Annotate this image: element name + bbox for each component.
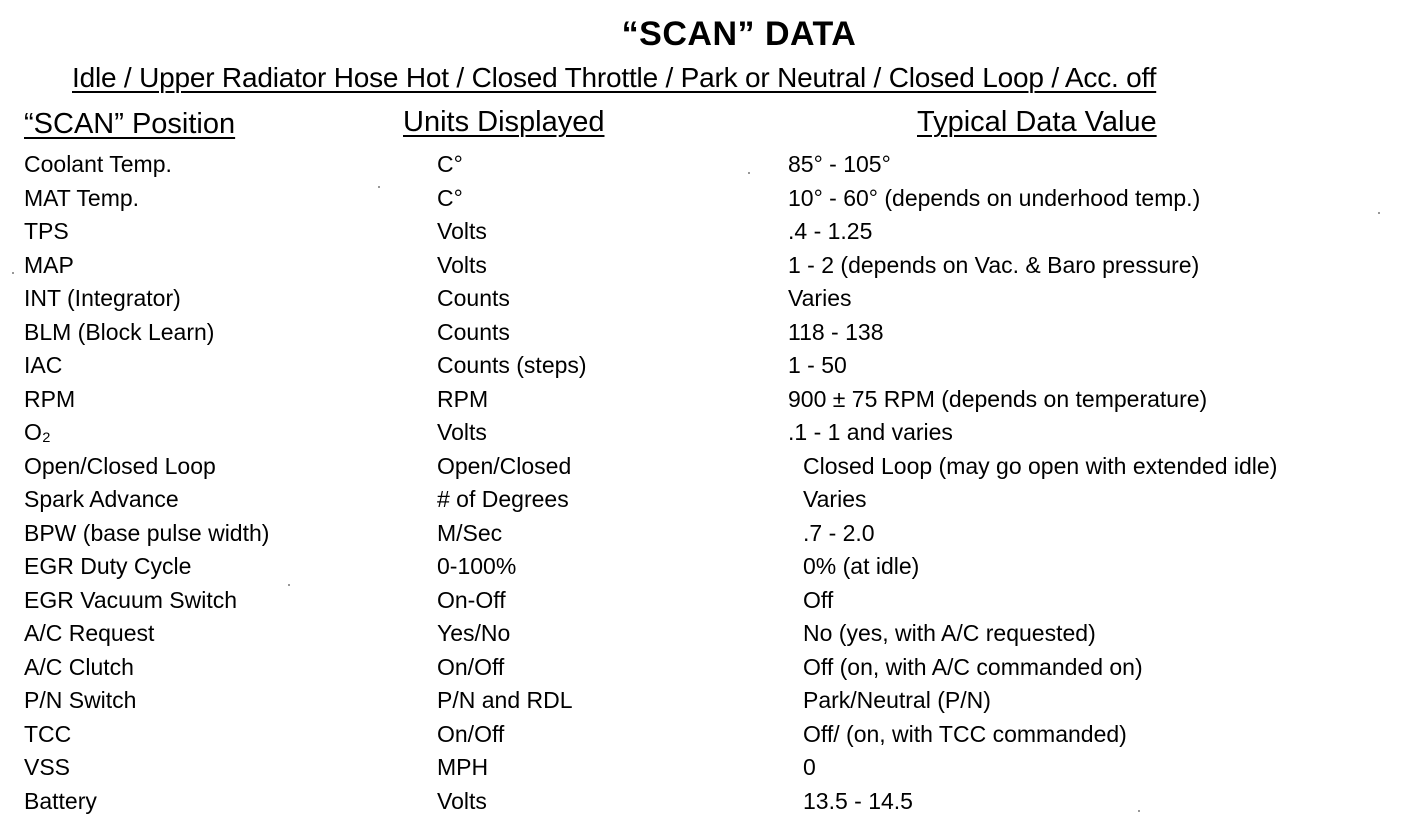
units-cell: On/Off [437,720,505,747]
position-cell: A/C Request [24,620,155,646]
table-row [0,450,1408,484]
scan-speck [748,172,750,174]
units-cell: Volts [437,251,487,278]
value-cell: 1 - 50 [788,352,847,378]
table-row [0,249,1408,283]
position-cell: BPW (base pulse width) [24,519,270,546]
position-cell: TPS [24,218,69,244]
value-cell: Off (on, with A/C commanded on) [803,653,1143,680]
table-row [0,316,1408,350]
table-row [0,416,1408,450]
value-cell: Closed Loop (may go open with extended idle) [803,452,1278,479]
units-cell: P/N and RDL [437,687,573,713]
value-cell: 85° - 105° [788,151,891,177]
value-cell: 13.5 - 14.5 [803,787,913,814]
value-cell: Varies [788,285,852,311]
table-row [0,617,1408,651]
position-cell: A/C Clutch [24,653,134,680]
header-units-displayed: Units Displayed [403,106,605,138]
units-cell: On/Off [437,653,505,680]
table-row [0,349,1408,383]
table-row [0,651,1408,685]
table-row [0,215,1408,249]
value-cell: Off/ (on, with TCC commanded) [803,720,1127,747]
scan-data-table [0,148,1408,818]
units-cell: M/Sec [437,519,503,546]
position-cell: Coolant Temp. [24,151,172,177]
units-cell: # of Degrees [437,486,569,512]
table-row [0,282,1408,316]
table-row [0,584,1408,618]
value-cell: 118 - 138 [788,318,884,345]
header-typical-data-value: Typical Data Value [917,106,1157,138]
units-cell: Counts (steps) [437,352,587,378]
value-cell: 0% (at idle) [803,553,920,579]
position-cell: Open/Closed Loop [24,452,216,479]
value-cell: 10° - 60° (depends on underhood temp.) [788,184,1201,211]
position-cell: VSS [24,754,71,780]
table-row [0,718,1408,752]
value-cell: Off [803,586,834,613]
scan-speck [378,186,380,188]
table-row [0,517,1408,551]
position-cell: EGR Duty Cycle [24,553,192,579]
units-cell: Open/Closed [437,452,572,479]
value-cell: 900 ± 75 RPM (depends on temperature) [788,385,1208,412]
table-row [0,785,1408,819]
table-row [0,751,1408,785]
position-cell: IAC [24,352,63,378]
position-cell: INT (Integrator) [24,285,181,311]
table-row [0,684,1408,718]
position-cell: Battery [24,787,97,814]
position-cell: MAP [24,251,74,278]
units-cell: RPM [437,385,489,412]
units-cell: Volts [437,787,487,814]
position-cell: MAT Temp. [24,184,140,211]
value-cell: Varies [803,486,867,512]
position-cell: P/N Switch [24,687,137,713]
value-cell: 0 [803,754,816,780]
position-cell: BLM (Block Learn) [24,318,215,345]
units-cell: 0-100% [437,553,517,579]
value-cell: .7 - 2.0 [803,519,875,546]
position-cell: O₂ [24,419,51,445]
units-cell: Counts [437,318,510,345]
position-cell: EGR Vacuum Switch [24,586,238,613]
page-title: “SCAN” DATA [621,15,857,53]
units-cell: On-Off [437,586,506,613]
scan-speck [1378,212,1380,214]
units-cell: C° [437,184,463,211]
position-cell: Spark Advance [24,486,179,512]
table-row [0,550,1408,584]
table-row [0,148,1408,182]
header-scan-position: “SCAN” Position [24,108,236,140]
value-cell: Park/Neutral (P/N) [803,687,991,713]
conditions-subtitle: Idle / Upper Radiator Hose Hot / Closed Throttle / Park or Neutral / Closed Loop / Acc. off [72,62,1157,93]
units-cell: MPH [437,754,489,780]
units-cell: C° [437,151,463,177]
value-cell: No (yes, with A/C requested) [803,620,1096,646]
scan-speck [1138,810,1140,812]
units-cell: Volts [437,419,487,445]
table-row [0,383,1408,417]
position-cell: RPM [24,385,76,412]
units-cell: Yes/No [437,620,511,646]
table-row [0,182,1408,216]
table-row [0,483,1408,517]
units-cell: Volts [437,218,487,244]
value-cell: .1 - 1 and varies [788,419,953,445]
value-cell: .4 - 1.25 [788,218,873,244]
scan-speck [12,272,14,274]
scan-speck [288,584,290,586]
value-cell: 1 - 2 (depends on Vac. & Baro pressure) [788,251,1200,278]
position-cell: TCC [24,720,72,747]
units-cell: Counts [437,285,510,311]
